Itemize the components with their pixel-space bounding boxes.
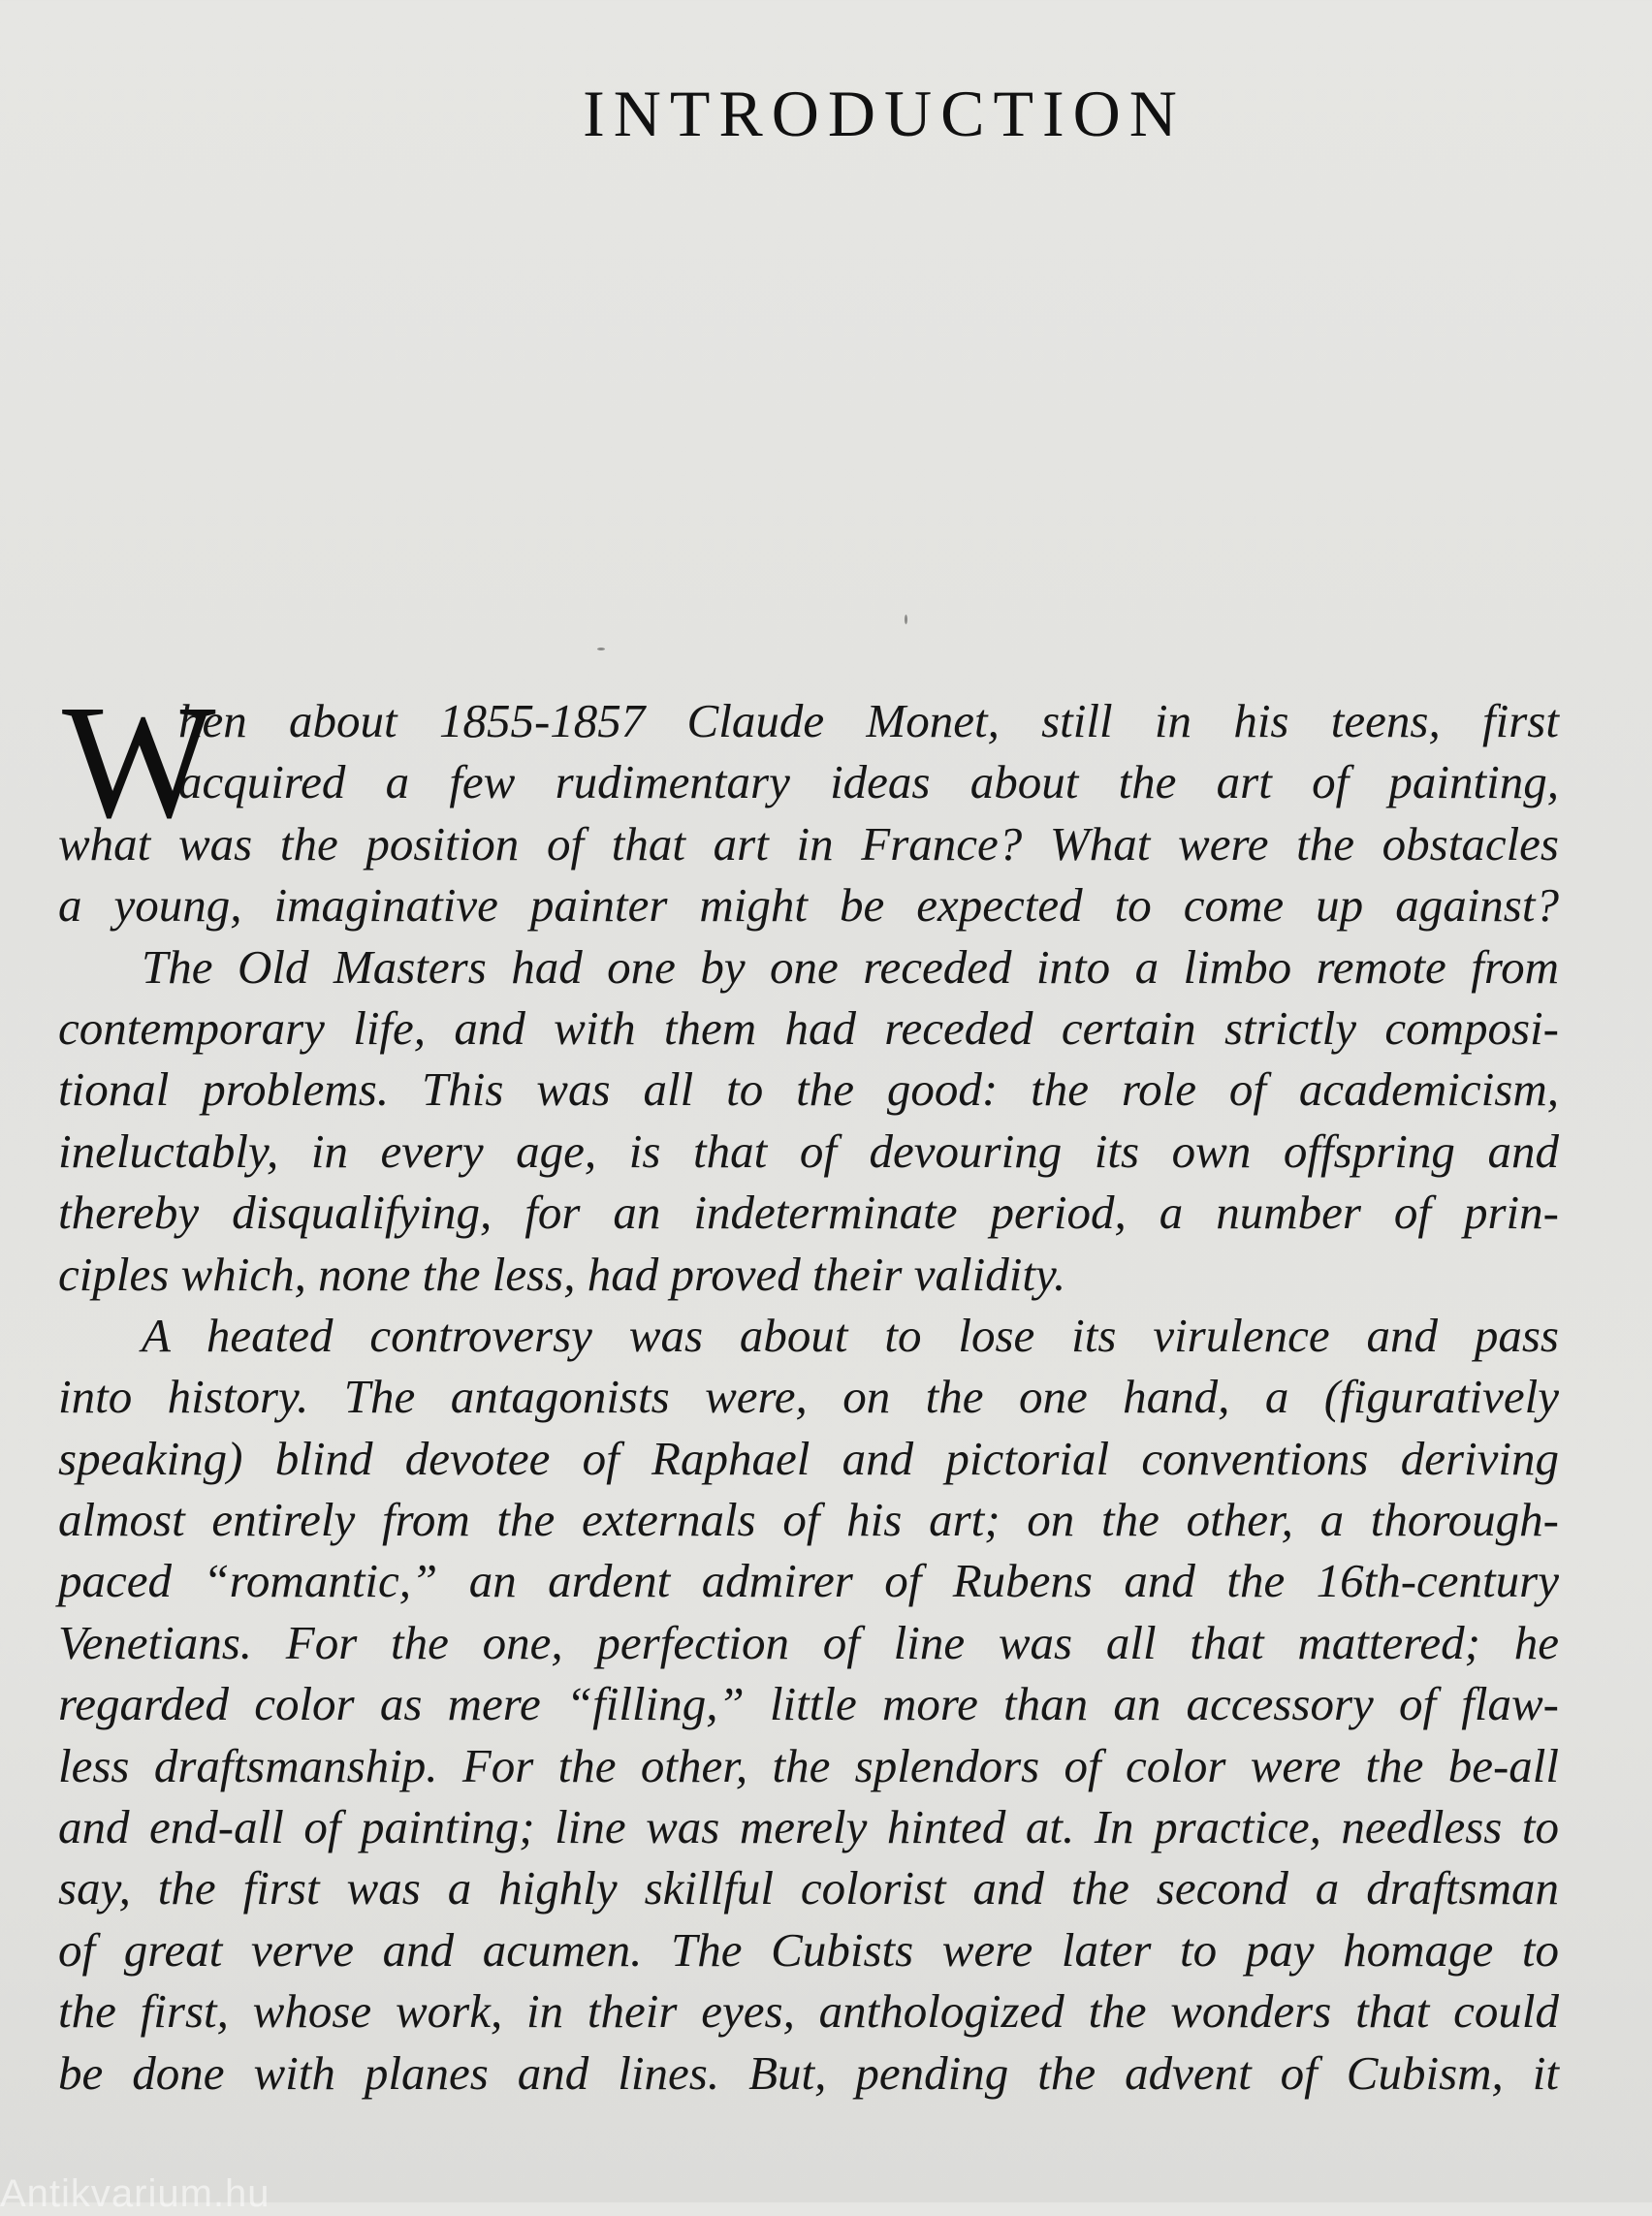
text-line: contemporary life, and with them had receded certain strictly composi- (58, 1000, 1559, 1055)
text-line: paced “romantic,” an ardent admirer of Rubens and the 16th-century (58, 1554, 1559, 1608)
watermark: Antikvarium.hu (0, 2172, 270, 2215)
text-line: thereby disqualifying, for an indeterminate period, a number of prin- (58, 1186, 1559, 1240)
paper-speck (597, 648, 605, 650)
text-line: acquired a few rudimentary ideas about the art of painting, (178, 755, 1559, 809)
text-line: speaking) blind devotee of Raphael and pictorial conventions deriving (58, 1431, 1559, 1485)
text-line: less draftsmanship. For the other, the splendors of color were the be-all (58, 1738, 1559, 1792)
text-line: and end-all of painting; line was merely hinted at. In practice, needless to (58, 1800, 1559, 1854)
text-line: ciples which, none the less, had proved their validity. (58, 1247, 1066, 1301)
text-line: almost entirely from the externals of his art; on the other, a thorough- (58, 1493, 1559, 1547)
chapter-title: INTRODUCTION (583, 77, 1186, 150)
text-line: the first, whose work, in their eyes, anthologized the wonders that could (58, 1984, 1559, 2039)
drop-cap: W (62, 672, 216, 852)
text-line: regarded color as mere “filling,” little more than an accessory of flaw- (58, 1677, 1559, 1731)
text-line: what was the position of that art in France? What were the obstacles (58, 816, 1559, 871)
text-line: A heated controversy was about to lose its virulence and pass (142, 1308, 1559, 1362)
text-line: of great verve and acumen. The Cubists were later to pay homage to (58, 1922, 1559, 1977)
text-line: ineluctably, in every age, is that of devouring its own offspring and (58, 1124, 1559, 1178)
text-line: tional problems. This was all to the good: the role of academicism, (58, 1062, 1559, 1117)
text-line: hen about 1855-1857 Claude Monet, still in his teens, first (178, 694, 1559, 747)
text-line: say, the first was a highly skillful colorist and the second a draftsman (58, 1861, 1559, 1915)
text-line: Venetians. For the one, perfection of line was all that mattered; he (58, 1615, 1559, 1669)
text-line: into history. The antagonists were, on the one hand, a (figuratively (58, 1370, 1559, 1424)
text-line: be done with planes and lines. But, pending the advent of Cubism, it (58, 2045, 1559, 2100)
text-line: The Old Masters had one by one receded into a limbo remote from (142, 939, 1559, 994)
text-line: a young, imaginative painter might be expected to come up against? (58, 878, 1559, 933)
paper-speck (905, 615, 907, 624)
body-text (58, 672, 1559, 2104)
